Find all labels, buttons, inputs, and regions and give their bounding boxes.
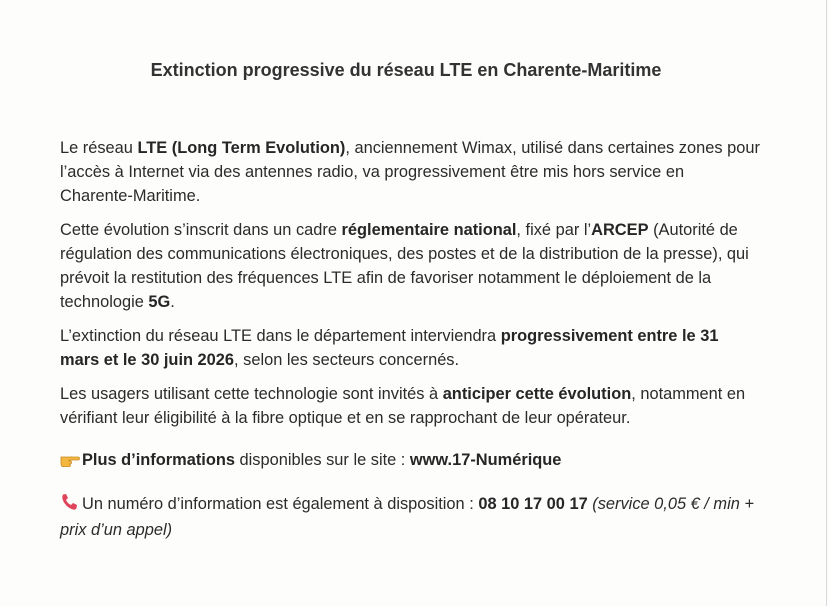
paragraph-schedule	[60, 324, 760, 372]
text: L’extinction du réseau LTE dans le département interviendra	[60, 327, 501, 345]
page-title: Extinction progressive du réseau LTE en Charente-Maritime	[150, 60, 662, 80]
text: (Autorité de régulation des communications électroniques, des postes et de la distribution de la presse), qui prévoit la restitution des fréquences LTE afin de favoriser notamment le déploiement de la technologie	[60, 221, 749, 311]
bold-text: progressivement entre le 31 mars et le 30 juin 2026	[60, 327, 719, 369]
bold-text: 5G	[148, 293, 171, 311]
italic-text: (service 0,05 € / min + prix d’un appel)	[60, 495, 754, 539]
text: Cette évolution s’inscrit dans un cadre	[60, 221, 342, 239]
bold-text: anticiper cette évolution	[442, 385, 632, 403]
text: , fixé par l’	[516, 221, 592, 239]
phone-icon	[60, 493, 82, 518]
bold-text: ARCEP	[591, 221, 649, 239]
page-edge-line	[826, 0, 827, 606]
bold-text: Plus d’informations	[82, 451, 235, 469]
paragraph-phone	[60, 492, 760, 542]
text: , anciennement Wimax, utilisé dans certaines zones pour l’accès à Internet via des antennes radio, va progressivement être mis hors service en Charente-Maritime.	[60, 139, 760, 205]
text: disponibles sur le site :	[235, 451, 410, 469]
paragraph-more-info	[60, 448, 760, 474]
text: , notamment en vérifiant leur éligibilité à la fibre optique et en se rapprochant de leur opérateur.	[60, 385, 746, 427]
document-body	[60, 136, 760, 552]
paragraph-intro	[60, 136, 760, 208]
paragraph-users	[60, 382, 760, 430]
text: , selon les secteurs concernés.	[234, 351, 460, 369]
phone-number[interactable]: 08 10 17 00 17	[478, 495, 588, 513]
website-link[interactable]: www.17-Numérique	[409, 451, 562, 469]
text: Le réseau	[60, 139, 138, 157]
pointing-hand-icon	[60, 450, 82, 474]
bold-text: réglementaire national	[341, 221, 517, 239]
bold-text: LTE (Long Term Evolution)	[137, 139, 346, 157]
text: Les usagers utilisant cette technologie sont invités à	[60, 385, 443, 403]
text: Un numéro d’information est également à disposition :	[82, 495, 479, 513]
paragraph-regulation	[60, 218, 760, 314]
text: .	[170, 293, 175, 311]
